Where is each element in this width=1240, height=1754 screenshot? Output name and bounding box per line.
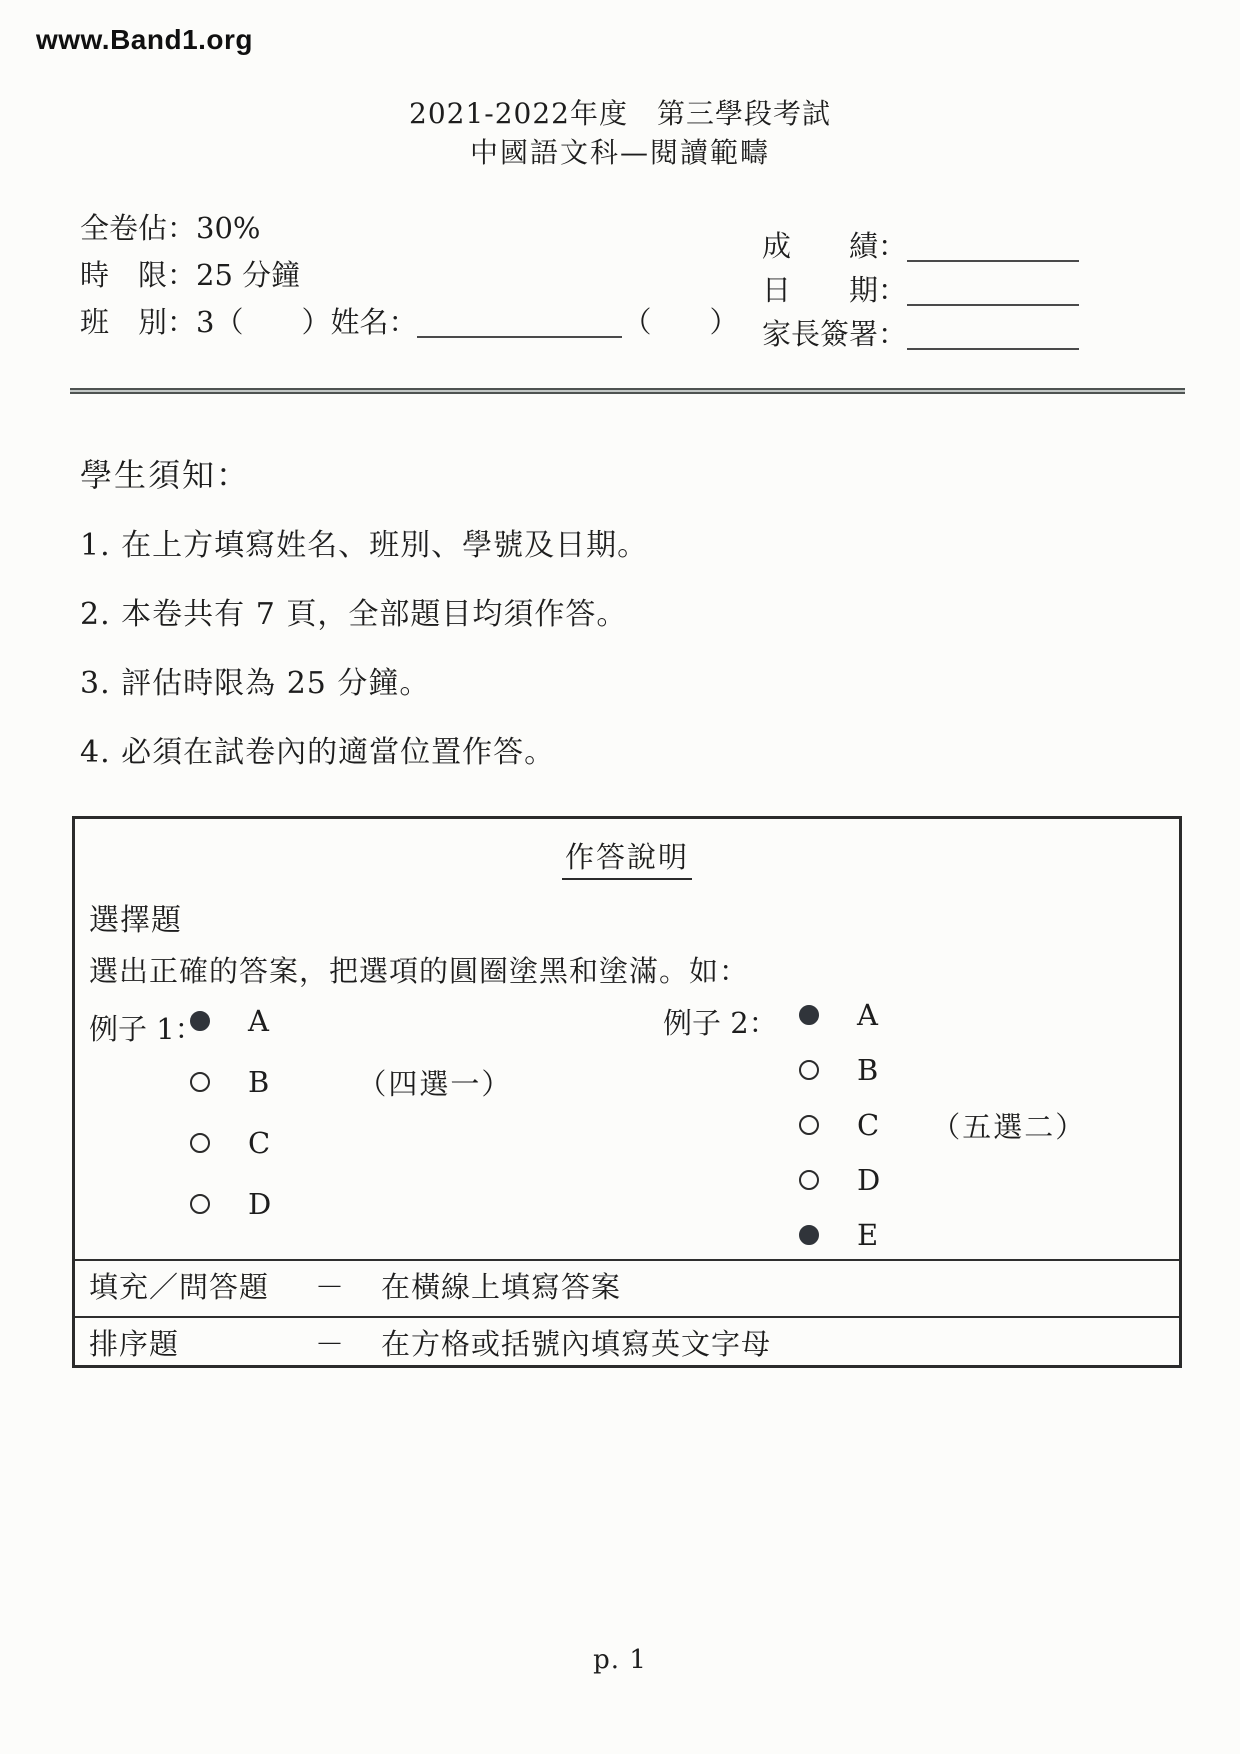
ordering-question-desc: 在方格或括號內填寫英文字母 xyxy=(381,1327,772,1361)
example-2-label: 例子 2： xyxy=(663,1006,778,1040)
page-number: p. 1 xyxy=(593,1645,647,1675)
option-letter: A xyxy=(857,998,878,1032)
selection-count-note: （四選一） xyxy=(357,1066,513,1101)
mc-option-b xyxy=(799,1054,1086,1086)
score-label: 成 績： xyxy=(762,229,908,263)
student-name-blank xyxy=(417,306,622,338)
notices-heading: 學生須知： xyxy=(80,456,251,494)
notice-item-2: 2. 本卷共有 7 頁，全部題目均須作答。 xyxy=(80,597,628,632)
mc-option-a xyxy=(799,999,1086,1031)
example-2-options xyxy=(799,999,1086,1251)
exam-meta-left xyxy=(80,205,738,346)
ordering-question-label: 排序題 xyxy=(89,1327,180,1361)
notice-item-1: 1. 在上方填寫姓名、班別、學號及日期。 xyxy=(80,528,649,563)
mc-option-a xyxy=(190,1005,512,1037)
selection-count-note: （五選二） xyxy=(931,1109,1087,1144)
exam-meta-right xyxy=(762,224,1079,356)
radio-empty-icon xyxy=(799,1115,819,1135)
mc-option-e xyxy=(799,1219,1086,1251)
date-line xyxy=(762,268,1079,312)
mc-option-b xyxy=(190,1065,513,1101)
option-letter: B xyxy=(248,1065,270,1099)
multiple-choice-heading: 選擇題 xyxy=(89,903,182,938)
fill-question-label: 填充／問答題 xyxy=(89,1270,270,1304)
class-name-line xyxy=(80,299,738,346)
exam-title-line2: 中國語文科—閱讀範疇 xyxy=(469,136,770,169)
score-blank xyxy=(907,230,1079,262)
site-watermark: www.Band1.org xyxy=(36,24,254,55)
radio-empty-icon xyxy=(799,1060,819,1080)
parent-signature-line xyxy=(762,312,1079,356)
option-letter: B xyxy=(857,1053,879,1087)
radio-empty-icon xyxy=(190,1072,210,1092)
notice-item-4: 4. 必須在試卷內的適當位置作答。 xyxy=(80,735,556,770)
option-letter: D xyxy=(857,1163,881,1197)
mc-option-c xyxy=(799,1108,1087,1144)
example-1-options xyxy=(190,1005,512,1220)
radio-empty-icon xyxy=(190,1133,210,1153)
ordering-question-dash: － xyxy=(315,1327,345,1361)
class-name-prefix: 班 別：3（ ）姓名： xyxy=(80,305,418,339)
fill-question-dash: － xyxy=(315,1270,345,1304)
radio-filled-icon xyxy=(799,1225,819,1245)
parent-signature-blank xyxy=(907,318,1079,350)
radio-empty-icon xyxy=(190,1194,210,1214)
example-2 xyxy=(663,999,1086,1274)
parent-signature-label: 家長簽署： xyxy=(762,317,908,351)
fill-question-desc: 在橫線上填寫答案 xyxy=(381,1270,622,1304)
radio-empty-icon xyxy=(799,1170,819,1190)
option-letter: C xyxy=(857,1108,880,1142)
time-limit-line: 時 限：25 分鐘 xyxy=(80,258,301,292)
example-1-label: 例子 1： xyxy=(89,1012,204,1046)
notice-item-3: 3. 評估時限為 25 分鐘。 xyxy=(80,666,431,701)
answer-instructions-box xyxy=(72,816,1182,1368)
mc-option-d xyxy=(190,1188,512,1220)
header-divider-rule xyxy=(70,388,1185,394)
student-notices xyxy=(80,450,648,796)
option-letter: A xyxy=(248,1004,269,1038)
example-1 xyxy=(89,1005,512,1249)
mc-option-d xyxy=(799,1164,1086,1196)
box-row-separator-2 xyxy=(75,1316,1179,1318)
class-name-suffix: （ ） xyxy=(622,305,739,339)
date-blank xyxy=(907,274,1079,306)
option-letter: C xyxy=(248,1126,271,1160)
date-label: 日 期： xyxy=(762,273,908,307)
box-row-separator-1 xyxy=(75,1259,1179,1261)
radio-filled-icon xyxy=(799,1005,819,1025)
mc-option-c xyxy=(190,1127,512,1159)
multiple-choice-instruction: 選出正確的答案，把選項的圓圈塗黑和塗滿。如： xyxy=(89,954,750,988)
option-letter: D xyxy=(248,1187,272,1221)
answer-box-title: 作答說明 xyxy=(75,835,1179,876)
score-line xyxy=(762,224,1079,268)
exam-title-line1: 2021-2022年度 第三學段考試 xyxy=(409,97,831,130)
option-letter: E xyxy=(857,1218,879,1252)
total-weight-line: 全卷佔：30% xyxy=(80,211,261,245)
